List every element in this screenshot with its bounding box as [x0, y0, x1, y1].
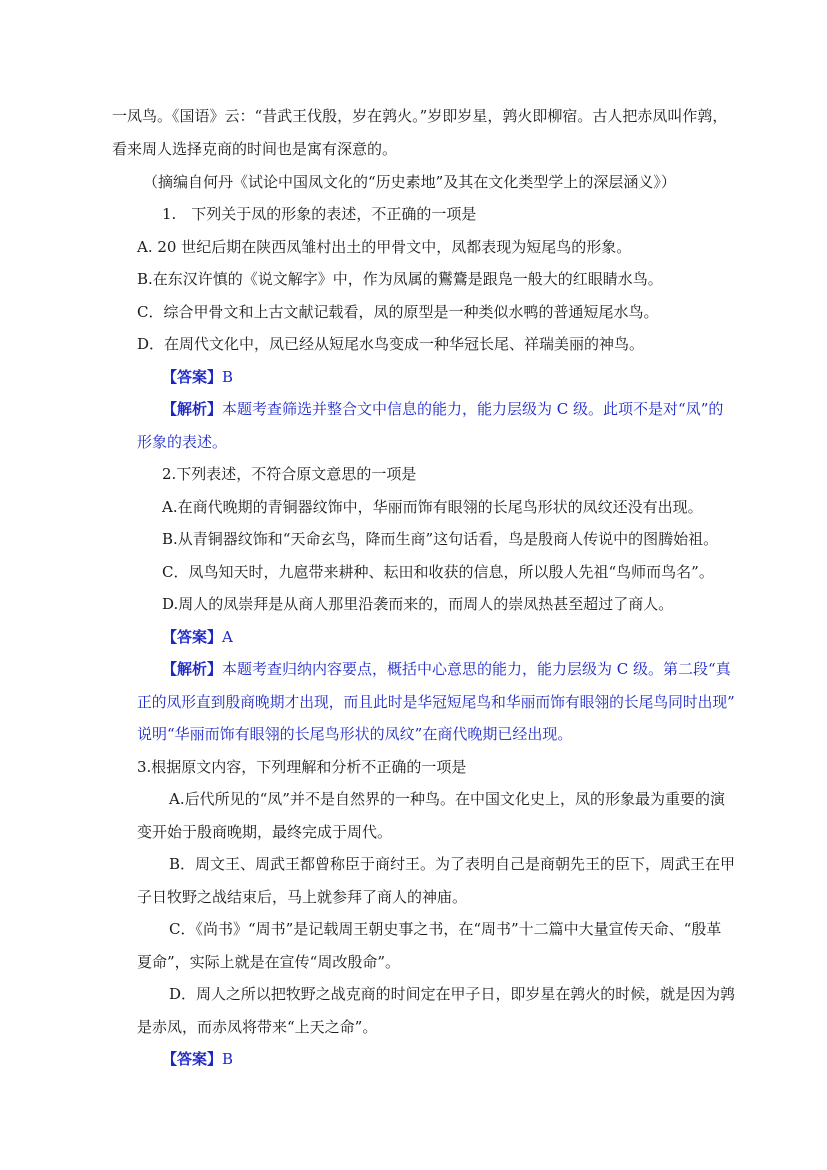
q3-option-d-line-1: D．周人之所以把牧野之战克商的时间定在甲子日，即岁星在鹑火的时候，就是因为鹑 — [169, 985, 736, 1003]
q3-option-c-line-2: 夏命”，实际上就是在宣传“周改殷命”。 — [137, 953, 401, 971]
answer-tag: 【答案】 — [162, 628, 223, 646]
q2-stem: 2.下列表述，不符合原文意思的一项是 — [162, 465, 417, 483]
q2-option-b: B.从青铜器纹饰和“天命玄鸟，降而生商”这句话看，鸟是殷商人传说中的图腾始祖。 — [162, 530, 719, 548]
q2-option-a: A.在商代晚期的青铜器纹饰中，华丽而饰有眼翎的长尾鸟形状的凤纹还没有出现。 — [162, 498, 703, 516]
q1-option-c: C．综合甲骨文和上古文献记载看，凤的原型是一种类似水鸭的普通短尾水鸟。 — [137, 303, 659, 321]
answer-value: A — [222, 628, 233, 646]
answer-value: B — [222, 1050, 234, 1068]
q1-option-b: B.在东汉许慎的《说文解字》中，作为凤属的鸑鷟是跟凫一般大的红眼睛水鸟。 — [137, 270, 663, 288]
q2-analysis-line-3: 说明“华丽而饰有眼翎的长尾鸟形状的凤纹”在商代晚期已经出现。 — [137, 725, 573, 743]
q1-answer — [162, 367, 233, 387]
analysis-text: 本题考查归纳内容要点，概括中心意思的能力，能力层级为 C 级。第二段“真 — [222, 660, 731, 678]
source-citation: （摘编自何丹《试论中国凤文化的“历史素地”及其在文化类型学上的深层涵义》） — [143, 173, 676, 191]
q3-option-a-line-2: 变开始于殷商晚期，最终完成于周代。 — [137, 823, 393, 841]
q2-answer — [162, 627, 233, 647]
q3-stem: 3.根据原文内容，下列理解和分析不正确的一项是 — [137, 758, 467, 776]
q3-option-a-line-1: A.后代所见的“凤”并不是自然界的一种鸟。在中国文化史上，凤的形象最为重要的演 — [169, 790, 725, 808]
q3-option-b-line-1: B．周文王、周武王都曾称臣于商纣王。为了表明自己是商朝先王的臣下，周武王在甲 — [169, 855, 736, 873]
q3-answer — [162, 1049, 233, 1069]
answer-tag: 【答案】 — [162, 1050, 223, 1068]
q1-option-d: D．在周代文化中，凤已经从短尾水鸟变成一种华冠长尾、祥瑞美丽的神鸟。 — [137, 335, 645, 353]
q3-option-d-line-2: 是赤凤，而赤凤将带来“上天之命”。 — [137, 1018, 378, 1036]
answer-value: B — [222, 368, 234, 386]
answer-tag: 【答案】 — [162, 368, 223, 386]
q1-analysis-line-2: 形象的表述。 — [137, 433, 228, 451]
q2-option-d: D.周人的凤崇拜是从商人那里沿袭而来的，而周人的崇凤热甚至超过了商人。 — [162, 595, 674, 613]
q1-option-a: A. 20 世纪后期在陕西凤雏村出土的甲骨文中，凤都表现为短尾鸟的形象。 — [137, 238, 632, 256]
intro-line-2: 看来周人选择克商的时间也是寓有深意的。 — [112, 140, 398, 158]
analysis-text: 本题考查筛选并整合文中信息的能力，能力层级为 C 级。此项不是对“凤”的 — [222, 400, 724, 418]
intro-line-1: 一凤鸟。《国语》云：“昔武王伐殷，岁在鹑火。”岁即岁星，鹑火即柳宿。古人把赤凤叫作鹑， — [112, 107, 728, 125]
q2-option-c: C．凤鸟知天时，九扈带来耕种、耘田和收获的信息，所以殷人先祖“鸟师而鸟名”。 — [162, 563, 714, 581]
analysis-tag: 【解析】 — [162, 400, 223, 418]
q2-analysis-line-2: 正的凤形直到殷商晚期才出现，而且此时是华冠短尾鸟和华丽而饰有眼翎的长尾鸟同时出现” — [137, 693, 735, 711]
analysis-tag: 【解析】 — [162, 660, 223, 678]
q3-option-c-line-1: C．《尚书》“周书”是记载周王朝史事之书，在“周书”十二篇中大量宣传天命、“殷革 — [169, 920, 722, 938]
q3-option-b-line-2: 子日牧野之战结束后，马上就参拜了商人的神庙。 — [137, 888, 468, 906]
q1-stem: 1. 下列关于凤的形象的表述，不正确的一项是 — [162, 205, 477, 223]
q1-analysis-line-1 — [162, 399, 723, 419]
q2-analysis-line-1 — [162, 659, 731, 679]
